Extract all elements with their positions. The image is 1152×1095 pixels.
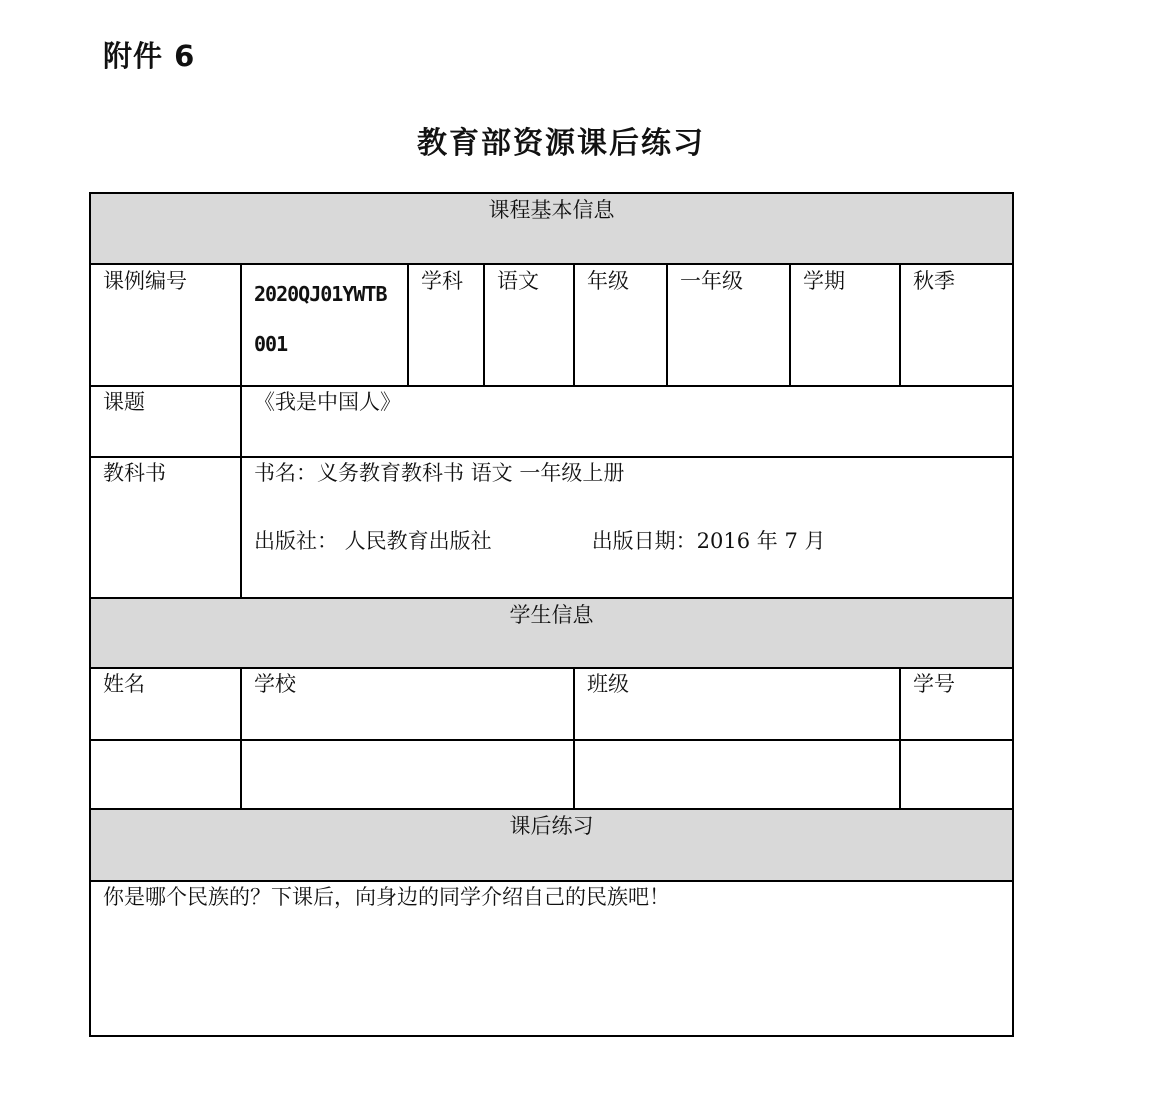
- textbook-details: [241, 457, 1013, 598]
- term-value: 秋季: [900, 264, 1013, 386]
- class-field[interactable]: [574, 740, 900, 809]
- topic-label: 课题: [90, 386, 241, 457]
- student-info-header: 学生信息: [90, 598, 1013, 668]
- school-label: 学校: [241, 668, 574, 740]
- publisher-line: [254, 526, 1000, 556]
- course-info-header: 课程基本信息: [90, 193, 1013, 264]
- grade-label: 年级: [574, 264, 667, 386]
- topic-value: 《我是中国人》: [241, 386, 1013, 457]
- publish-date: 出版日期：2016 年 7 月: [591, 529, 826, 553]
- school-field[interactable]: [241, 740, 574, 809]
- grade-value: 一年级: [667, 264, 790, 386]
- student-id-field[interactable]: [900, 740, 1013, 809]
- name-field[interactable]: [90, 740, 241, 809]
- attachment-label: 附件 6: [103, 39, 196, 73]
- exercise-content: 你是哪个民族的？下课后，向身边的同学介绍自己的民族吧！: [90, 881, 1013, 1036]
- student-id-label: 学号: [900, 668, 1013, 740]
- class-label: 班级: [574, 668, 900, 740]
- publisher: 出版社： 人民教育出版社: [254, 529, 492, 553]
- term-label: 学期: [790, 264, 900, 386]
- case-id-value: 2020QJ01YWTB001: [241, 264, 408, 386]
- textbook-label: 教科书: [90, 457, 241, 598]
- case-id-label: 课例编号: [90, 264, 241, 386]
- book-name: 书名：义务教育教科书 语文 一年级上册: [254, 461, 625, 485]
- course-form-table: [89, 192, 1014, 1037]
- document-title: 教育部资源课后练习: [417, 126, 705, 161]
- subject-label: 学科: [408, 264, 484, 386]
- exercise-header: 课后练习: [90, 809, 1013, 881]
- name-label: 姓名: [90, 668, 241, 740]
- subject-value: 语文: [484, 264, 574, 386]
